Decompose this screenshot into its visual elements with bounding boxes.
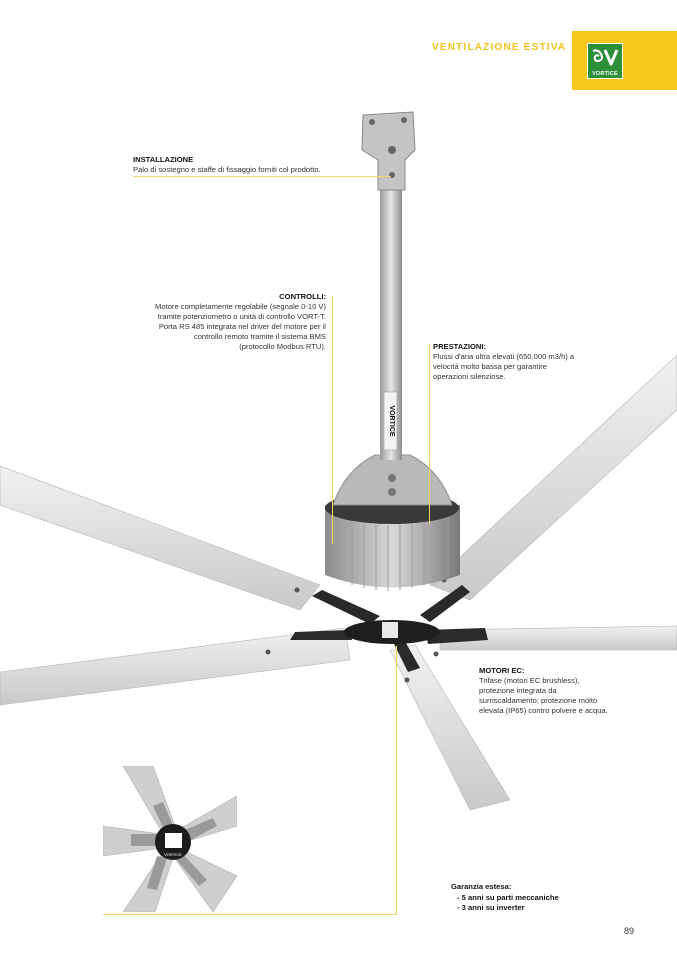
leader-controlli — [332, 296, 333, 544]
page-number: 89 — [624, 926, 635, 936]
warranty-item: - 3 anni su inverter — [457, 903, 525, 912]
leader-installazione — [133, 176, 391, 177]
annotation-title: PRESTAZIONI: — [433, 342, 487, 351]
fan-bottom-view-thumbnail — [103, 766, 237, 912]
annotation-line: operazioni silenziose. — [433, 372, 506, 381]
fan-blade — [430, 355, 677, 600]
annotation-line: Trifase (motori EC brushless), — [479, 676, 580, 685]
annotation-title: MOTORI EC: — [479, 666, 525, 675]
leader-motori — [396, 646, 397, 914]
annotation-line: elevata (IP65) contro polvere e acqua. — [479, 706, 608, 715]
annotation-body: Palo di sostegno e staffe di fissaggio forniti col prodotto. — [133, 165, 321, 174]
warranty-item: - 5 anni su parti meccaniche — [457, 892, 559, 902]
annotation-title: INSTALLAZIONE — [133, 155, 194, 164]
annotation-line: Flussi d'aria ultra elevati (650.000 m3/h) a — [433, 352, 575, 361]
annotation-line: tramite potenziometro o unità di controllo VORT-T. — [157, 312, 326, 321]
annotation-line: (protocollo Modbus RTU). — [239, 342, 326, 351]
annotation-line: Porta RS 485 integrata nel driver del motore per il — [158, 322, 326, 331]
annotation-controlli — [136, 292, 326, 352]
annotation-line: Motore completamente regolabile (segnale 0-10 V) — [155, 302, 326, 311]
leader-bottom — [103, 914, 397, 915]
annotation-line: surriscaldamento; protezione molto — [479, 696, 598, 705]
section-title: VENTILAZIONE ESTIVA — [432, 42, 567, 53]
annotation-line: controllo remoto tramite il sistema BMS — [193, 332, 326, 341]
annotation-prestazioni — [433, 342, 613, 382]
pole-brand-label: VORTICE — [388, 405, 395, 437]
annotation-line: velocità molto bassa per garantire — [433, 362, 547, 371]
warranty-title: Garanzia estesa: — [451, 882, 512, 891]
annotation-title: CONTROLLI: — [279, 292, 326, 301]
annotation-installazione — [133, 155, 413, 175]
fan-blade — [0, 466, 320, 610]
logo-wordmark: VORTICE — [592, 71, 618, 77]
warranty-block — [451, 882, 559, 914]
annotation-line: protezione integrata da — [479, 686, 557, 695]
annotation-motori — [479, 666, 649, 716]
thumbnail-brand-label: VORTICE — [164, 852, 182, 857]
vortice-swirl-icon — [590, 46, 620, 68]
leader-prestazioni — [429, 344, 430, 524]
vortice-logo — [587, 43, 623, 79]
brand-logo-box — [572, 31, 677, 90]
